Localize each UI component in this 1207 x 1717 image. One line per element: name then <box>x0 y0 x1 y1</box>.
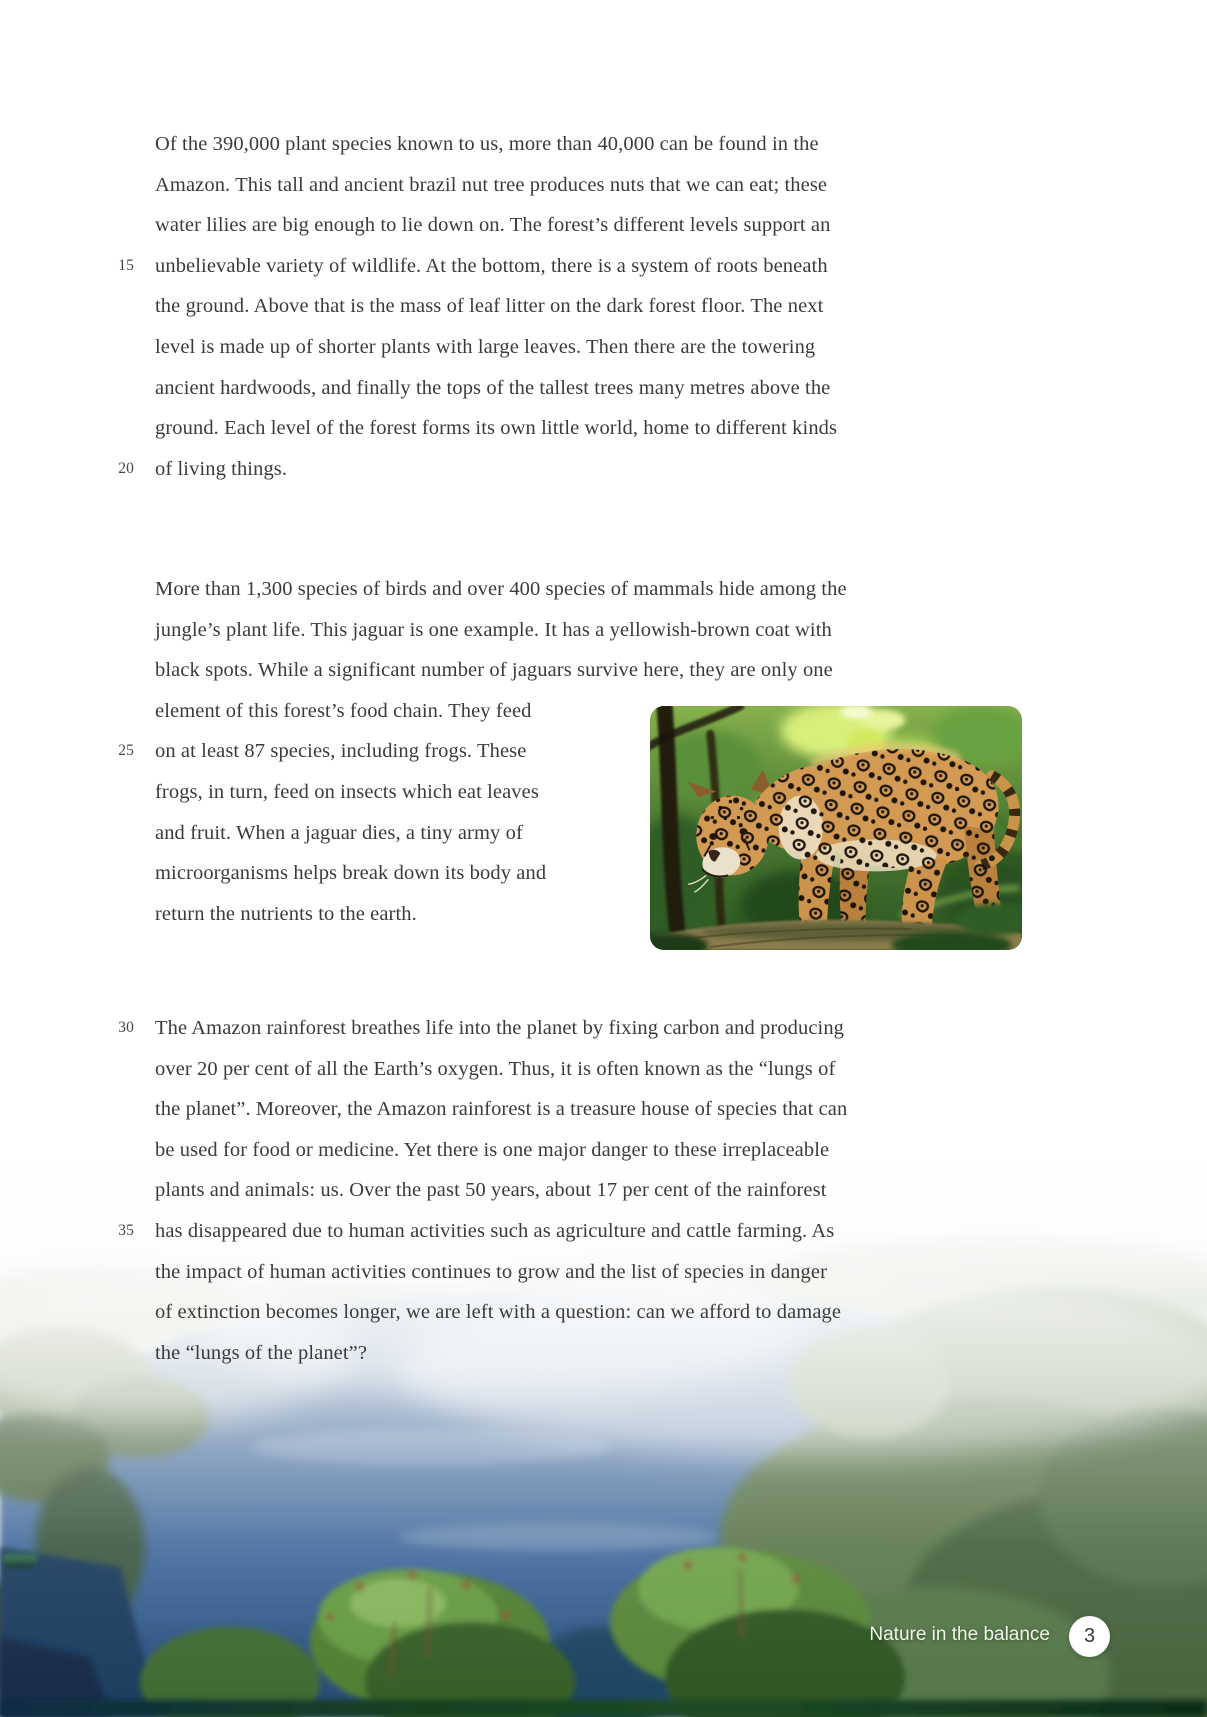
line-number: 15 <box>118 256 134 274</box>
text-line-content: jungle’s plant life. This jaguar is one example. It has a yellowish-brown coat with <box>155 618 832 641</box>
text-line <box>155 1049 965 1090</box>
text-line <box>155 813 965 854</box>
line-number: 35 <box>118 1221 134 1239</box>
text-line-content: plants and animals: us. Over the past 50 years, about 17 per cent of the rainforest <box>155 1179 827 1202</box>
text-line <box>155 1130 965 1171</box>
text-line <box>155 894 965 935</box>
text-line <box>155 1089 965 1130</box>
text-line-content: Amazon. This tall and ancient brazil nut tree produces nuts that we can eat; these <box>155 173 828 196</box>
text-line-content: Of the 390,000 plant species known to us, more than 40,000 can be found in the <box>155 133 819 155</box>
text-line-content: The Amazon rainforest breathes life into the planet by fixing carbon and producing <box>155 1017 845 1039</box>
text-line <box>155 772 965 813</box>
text-line <box>155 408 965 449</box>
text-line-content: of extinction becomes longer, we are left with a question: can we afford to damage <box>155 1301 842 1324</box>
text-line-content: black spots. While a significant number of jaguars survive here, they are only one <box>155 659 833 682</box>
page-number-badge <box>1069 1616 1110 1657</box>
paragraph-1 <box>118 124 965 489</box>
text-line-content: More than 1,300 species of birds and over 400 species of mammals hide among the <box>155 578 847 600</box>
text-line-content: element of this forest’s food chain. They feed <box>155 699 532 722</box>
text-line-content: and fruit. When a jaguar dies, a tiny army of <box>155 821 523 844</box>
text-line <box>118 1211 965 1252</box>
text-line-content: ancient hardwoods, and finally the tops of the tallest trees many metres above the <box>155 376 831 399</box>
text-line-content: of living things. <box>155 457 288 480</box>
text-line-content: level is made up of shorter plants with large leaves. Then there are the towering <box>155 335 816 358</box>
text-line <box>155 1252 965 1293</box>
text-line <box>155 327 965 368</box>
text-line <box>155 165 965 206</box>
text-line <box>155 853 965 894</box>
text-line <box>155 368 965 409</box>
text-line-content: the “lungs of the planet”? <box>155 1341 368 1364</box>
text-line-content: the impact of human activities continues to grow and the list of species in danger <box>155 1260 827 1283</box>
line-number: 30 <box>118 1019 134 1036</box>
text-line <box>155 205 965 246</box>
text-line <box>155 1333 965 1374</box>
text-line <box>155 569 965 610</box>
text-line-content: microorganisms helps break down its body and <box>155 862 547 885</box>
line-number: 20 <box>118 459 134 477</box>
text-line-content: water lilies are big enough to lie down on. The forest’s different levels support an <box>155 214 831 237</box>
text-line <box>118 731 965 772</box>
paragraph-2 <box>118 569 965 934</box>
footer-title: Nature in the balance <box>869 1624 1050 1645</box>
text-line-content: the planet”. Moreover, the Amazon rainforest is a treasure house of species that can <box>155 1098 848 1121</box>
text-line <box>155 1170 965 1211</box>
line-number: 25 <box>118 742 134 760</box>
text-line <box>118 449 965 490</box>
page-number: 3 <box>1083 1625 1096 1647</box>
text-line-content: frogs, in turn, feed on insects which eat leaves <box>155 780 539 803</box>
text-line <box>118 1008 965 1049</box>
text-line-content: unbelievable variety of wildlife. At the bottom, there is a system of roots beneath <box>155 254 828 277</box>
text-line <box>155 691 965 732</box>
text-line-content: be used for food or medicine. Yet there is one major danger to these irreplaceable <box>155 1138 830 1161</box>
paragraph-3 <box>118 1008 965 1373</box>
text-line <box>155 124 965 165</box>
text-line-content: on at least 87 species, including frogs. These <box>155 740 527 763</box>
text-line-content: over 20 per cent of all the Earth’s oxygen. Thus, it is often known as the “lungs of <box>155 1057 836 1080</box>
text-line-content: the ground. Above that is the mass of leaf litter on the dark forest floor. The next <box>155 295 824 318</box>
text-line <box>155 650 965 691</box>
text-line-content: has disappeared due to human activities such as agriculture and cattle farming. As <box>155 1219 835 1242</box>
text-line <box>118 246 965 287</box>
text-line-content: ground. Each level of the forest forms its own little world, home to different kinds <box>155 417 838 440</box>
text-line <box>155 1292 965 1333</box>
text-line <box>155 610 965 651</box>
text-line <box>155 286 965 327</box>
text-line-content: return the nutrients to the earth. <box>155 902 417 925</box>
